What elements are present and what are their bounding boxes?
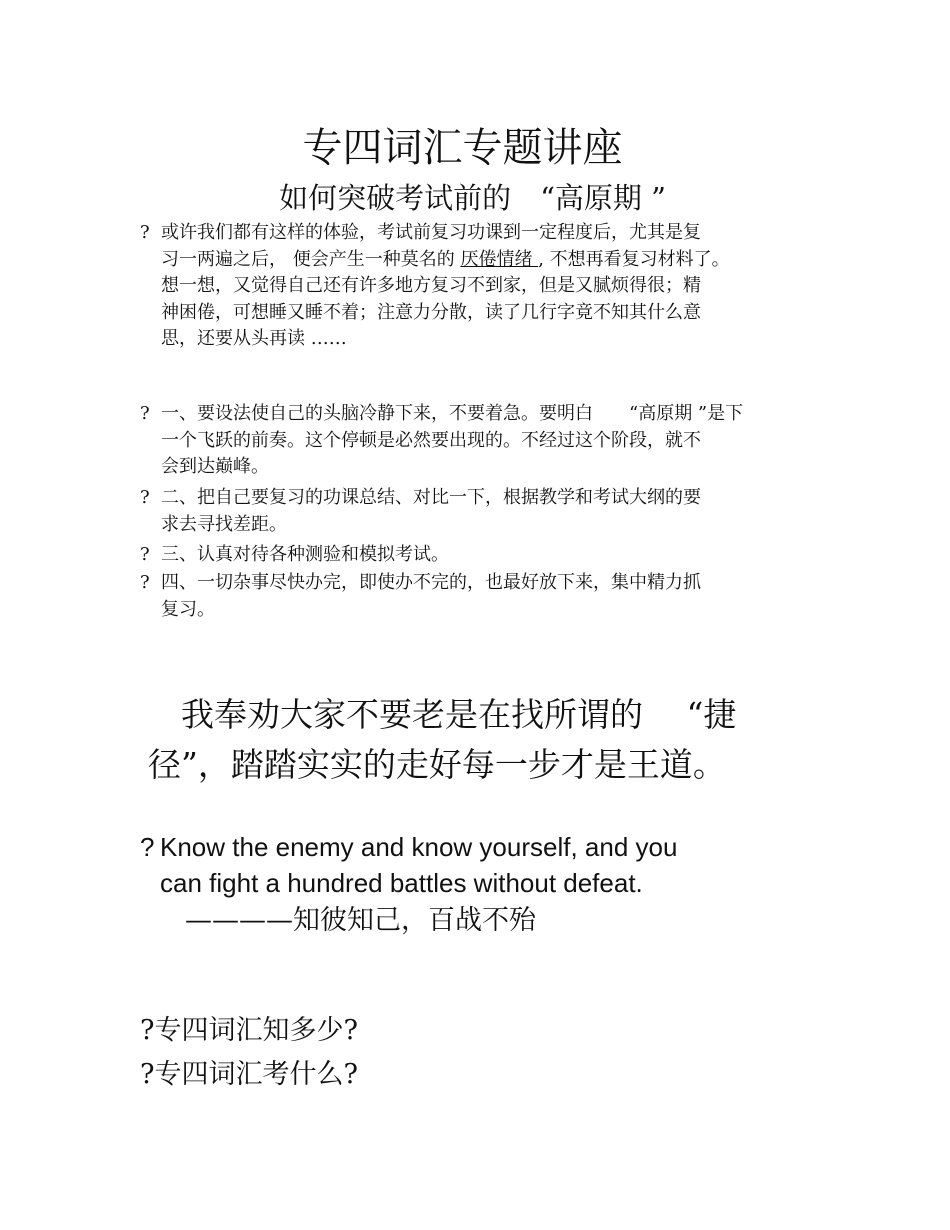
tip-3	[140, 542, 820, 569]
bullet-marker: ?	[140, 832, 155, 862]
bullet-marker: ?	[140, 222, 150, 243]
bullet-marker: ?	[140, 544, 150, 565]
advice-line-1: 我奉劝大家不要老是在找所谓的 “捷	[148, 695, 737, 734]
advice-line-2: 径”，踏踏实实的走好每一步才是王道。	[148, 745, 726, 784]
underlined-phrase: 厌倦情绪	[460, 248, 539, 270]
intro-line-2-end: , 不想再看复习材料了。	[538, 248, 730, 270]
tip-2-line-2: 求去寻找差距。	[161, 513, 287, 535]
tip-3-line-1: 三、认真对待各种测验和模拟考试。	[161, 544, 449, 565]
intro-line-1: 或许我们都有这样的体验，考试前复习功课到一定程度后，尤其是复	[161, 222, 701, 243]
bullet-marker: ?	[140, 572, 150, 593]
intro-paragraph	[140, 220, 820, 353]
tip-4-line-2: 复习。	[161, 598, 215, 620]
tip-2	[140, 485, 820, 538]
bullet-marker: ?	[140, 1059, 155, 1090]
tip-4	[140, 570, 820, 623]
intro-line-2	[140, 247, 820, 274]
tip-4-line-1: 四、一切杂事尽快办完，即使办不完的，也最好放下来，集中精力抓	[161, 572, 701, 593]
advice-paragraph	[148, 690, 848, 790]
question-2	[140, 1056, 358, 1094]
english-quote	[140, 829, 840, 901]
bullet-marker: ?	[140, 403, 150, 424]
bullet-marker: ?	[140, 1015, 155, 1046]
bullet-marker: ?	[140, 487, 150, 508]
intro-line-4: 神困倦，可想睡又睡不着；注意力分散，读了几行字竟不知其什么意	[161, 301, 701, 323]
quote-line-1: Know the enemy and know yourself, and you	[160, 832, 678, 862]
tip-1-line-2: 一个飞跃的前奏。这个停顿是必然要出现的。不经过这个阶段，就不	[161, 429, 701, 451]
page-title: 专四词汇专题讲座	[302, 125, 623, 171]
quote-line-2: can fight a hundred battles without defeat.	[160, 868, 643, 898]
page-subtitle: 如何突破考试前的 “高原期 ”	[279, 181, 666, 215]
tip-1-line-1: 一、要设法使自己的头脑冷静下来，不要着急。要明白 “高原期 ”是下	[161, 403, 744, 424]
tip-2-line-1: 二、把自己要复习的功课总结、对比一下，根据教学和考试大纲的要	[161, 487, 701, 508]
tip-1-line-3: 会到达巅峰。	[161, 456, 269, 477]
intro-line-2-start: 习一两遍之后， 便会产生一种莫名的	[161, 248, 461, 270]
question-1	[140, 1012, 358, 1050]
question-1-text: 专四词汇知多少?	[154, 1015, 358, 1046]
intro-line-5: 思，还要从头再读 ……	[161, 328, 347, 349]
tip-1	[140, 401, 820, 481]
quote-translation: ————知彼知己，百战不殆	[185, 905, 536, 936]
intro-line-3: 想一想，又觉得自己还有许多地方复习不到家，但是又腻烦得很；精	[161, 275, 701, 296]
question-2-text: 专四词汇考什么?	[154, 1059, 358, 1090]
